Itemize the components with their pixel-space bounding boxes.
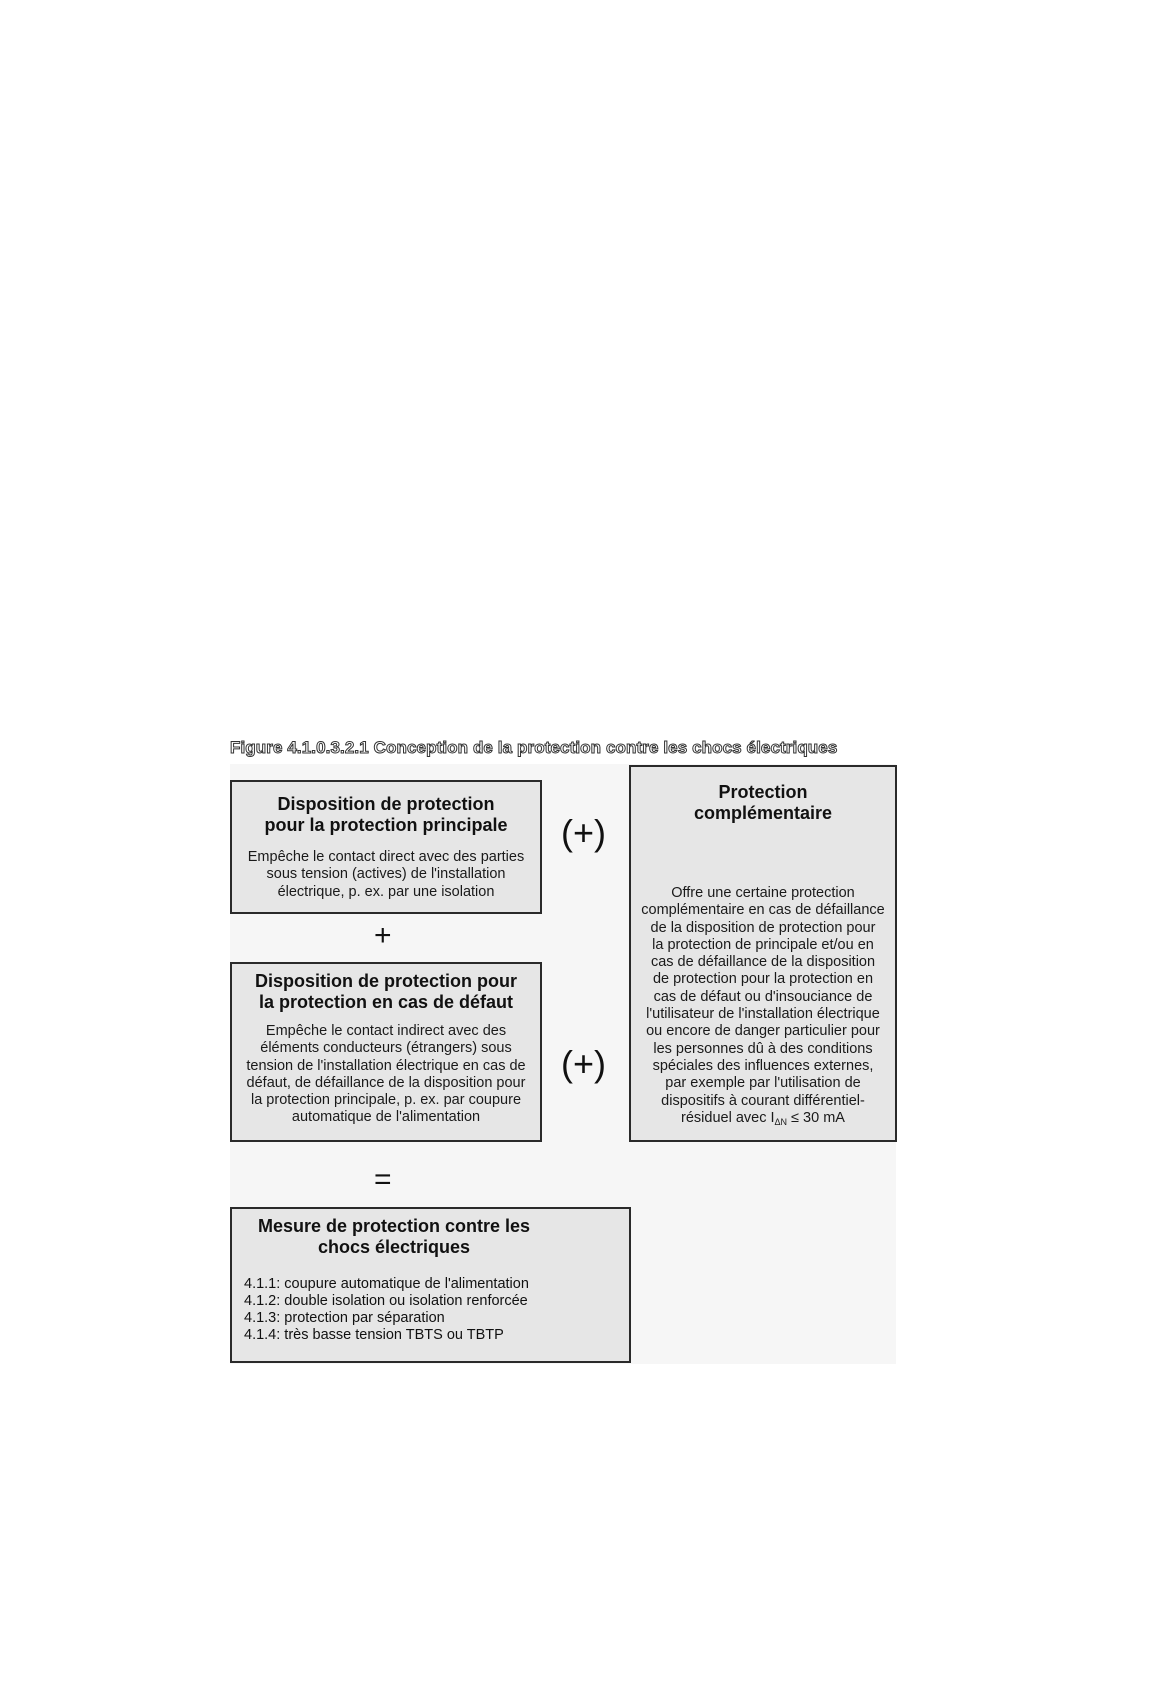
body-line: automatique de l'alimentation	[291, 1109, 481, 1126]
body-line: cas de défaut ou d'insouciance de	[653, 988, 873, 1005]
delta-n-subscript: ΔN	[774, 1116, 788, 1127]
body-line: Empêche le contact direct avec des parties	[247, 849, 525, 865]
box-fault-protection	[230, 962, 542, 1142]
box-basic-protection-body	[232, 849, 540, 901]
body-line: ou encore de danger particulier pour	[646, 1023, 880, 1040]
residual-current-suffix: ≤ 30 mA	[787, 1109, 845, 1126]
list-item: 4.1.3: protection par séparation	[244, 1310, 445, 1326]
body-line: tension de l'installation électrique en cas de	[246, 1057, 526, 1074]
box-basic-protection	[230, 780, 542, 914]
heading-line: pour la protection principale	[264, 815, 508, 835]
body-line: Empêche le contact indirect avec des	[265, 1023, 507, 1039]
heading-line: Disposition de protection	[277, 794, 495, 814]
box-protective-measure-heading	[244, 1216, 544, 1258]
body-line: spéciales des influences externes,	[652, 1057, 874, 1074]
body-line: la protection de principale et/ou en	[652, 936, 874, 953]
heading-line: chocs électriques	[317, 1237, 471, 1257]
body-line: sous tension (actives) de l'installation	[266, 866, 506, 883]
box-fault-protection-heading	[232, 971, 540, 1013]
body-line: la protection principale, p. ex. par coupure	[250, 1092, 522, 1109]
heading-line: la protection en cas de défaut	[258, 992, 514, 1012]
body-line: dispositifs à courant différentiel-	[661, 1092, 865, 1109]
protective-measure-list	[244, 1276, 629, 1344]
body-line: les personnes dû à des conditions	[653, 1040, 873, 1057]
heading-line: complémentaire	[693, 803, 833, 823]
body-line: complémentaire en cas de défaillance	[641, 902, 885, 919]
plus-operator: +	[374, 919, 392, 952]
optional-plus-operator-bottom: (+)	[561, 1043, 606, 1084]
list-item: 4.1.4: très basse tension TBTS ou TBTP	[244, 1327, 504, 1343]
body-line: de protection pour la protection en	[652, 971, 874, 988]
body-line: défaut, de défaillance de la disposition pour	[246, 1074, 526, 1091]
body-line: de la disposition de protection pour	[650, 919, 876, 936]
body-line-residual-current	[631, 1110, 895, 1131]
body-line: par exemple par l'utilisation de	[665, 1075, 861, 1092]
body-line: Offre une certaine protection	[671, 885, 855, 901]
heading-line: Protection	[718, 782, 808, 802]
box-protective-measure	[230, 1207, 631, 1363]
box-additional-protection	[629, 765, 897, 1142]
equals-operator: =	[374, 1163, 392, 1196]
box-additional-protection-heading	[631, 782, 895, 824]
figure-title: Figure 4.1.0.3.2.1 Conception de la protection contre les chocs électriques	[230, 738, 838, 757]
box-additional-protection-body	[631, 885, 895, 1131]
box-fault-protection-body	[232, 1023, 540, 1127]
heading-line: Disposition de protection pour	[255, 971, 517, 991]
body-line: électrique, p. ex. par une isolation	[277, 883, 495, 900]
box-basic-protection-heading	[232, 794, 540, 836]
list-item: 4.1.1: coupure automatique de l'alimentation	[244, 1276, 529, 1292]
optional-plus-operator-top: (+)	[561, 812, 606, 853]
list-item: 4.1.2: double isolation ou isolation renforcée	[244, 1293, 528, 1309]
body-line: cas de défaillance de la disposition	[650, 954, 876, 971]
body-line: éléments conducteurs (étrangers) sous	[260, 1040, 512, 1057]
body-line: l'utilisateur de l'installation électrique	[646, 1006, 880, 1023]
heading-line: Mesure de protection contre les	[257, 1216, 531, 1236]
residual-current-prefix: résiduel avec I	[681, 1109, 775, 1126]
